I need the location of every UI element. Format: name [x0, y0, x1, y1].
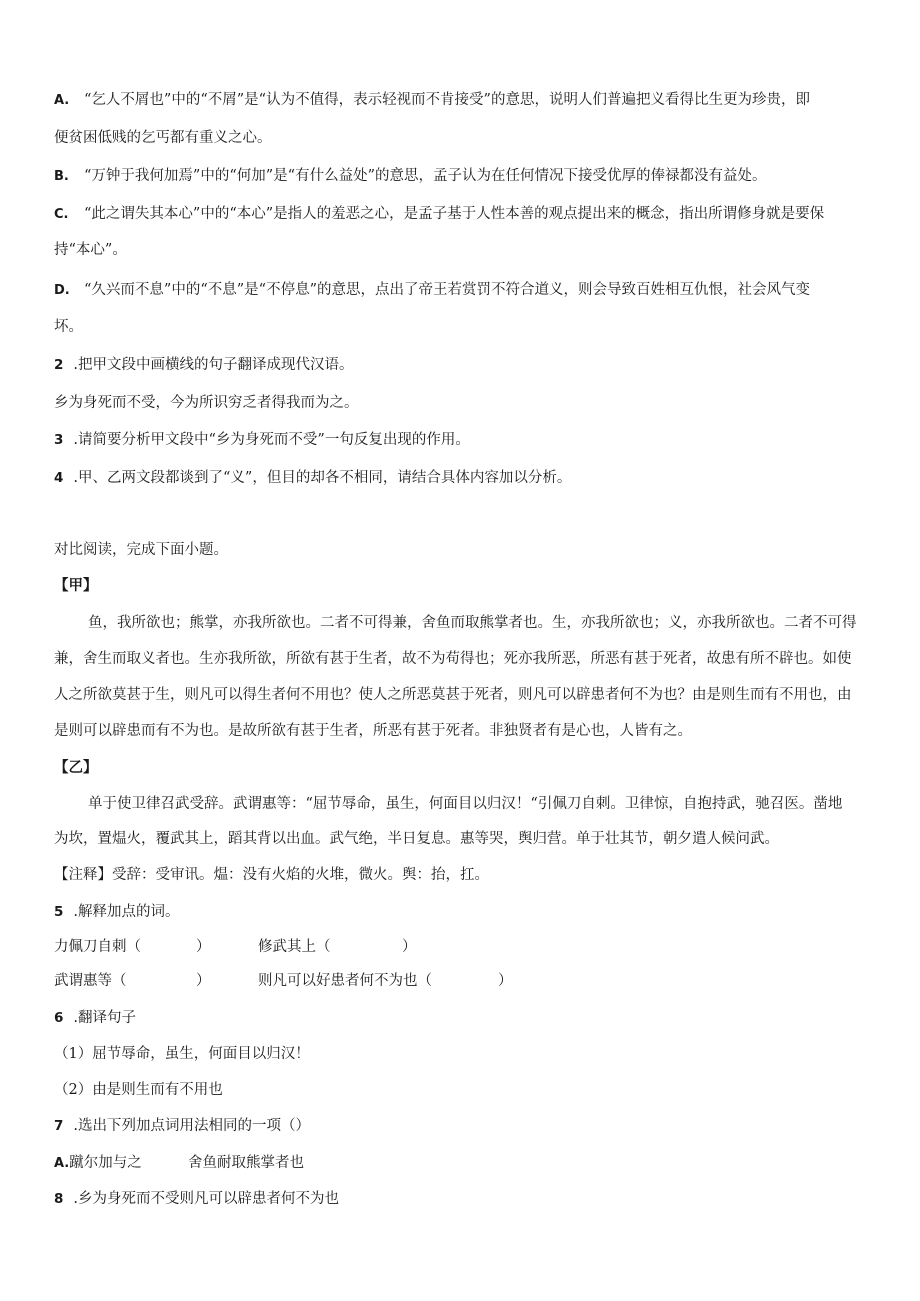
option-c-label: C.	[54, 207, 69, 222]
option-a-label: A.	[54, 93, 70, 108]
jia-line-4: 是则可以辟患而有不为也。是故所欲有甚于生者，所恶有甚于死者。非独贤者有是心也，人皆有之。	[54, 723, 692, 739]
yi-line-2: 为坎，置煴火，覆武其上，蹈其背以出血。武气绝，半日复息。惠等哭，舆归营。单于壮其节，朝夕遣人候问武。	[54, 831, 779, 847]
option-d-text1: “久兴而不息”中的“不息”是“不停息”的意思，点出了帝王若赏罚不符合道义，则会导致百姓相互仇恨，社会风气变	[84, 282, 810, 298]
question-4-number: 4	[54, 470, 64, 486]
option-b-text1: “万钟于我何加焉”中的“何加”是“有什么益处”的意思，孟子认为在任何情况下接受优厚的俸禄都没有益处。	[84, 168, 767, 184]
question-6-number: 6	[54, 1010, 64, 1026]
option-a-line1	[54, 90, 810, 111]
question-2-sentence: 乡为身死而不受，今为所识穷乏者得我而为之。	[54, 395, 359, 411]
q7-option-a	[54, 1153, 142, 1174]
q5-item-3-close: ）	[196, 973, 211, 989]
question-7	[54, 1116, 310, 1136]
annotation-note: 【注释】受辞：受审讯。煴：没有火焰的火堆，微火。舆：抬，扛。	[54, 867, 489, 883]
q5-item-1-close: ）	[196, 939, 211, 955]
q7-option-a-second: 舍鱼耐取熊掌者也	[188, 1155, 304, 1171]
option-b-label: B.	[54, 169, 69, 184]
q5-item-4-close: ）	[498, 973, 513, 989]
q5-item-3: 武谓惠等（	[54, 973, 127, 989]
question-4-text: .甲、乙两文段都谈到了“义”，但目的却各不相同，请结合具体内容加以分析。	[73, 470, 572, 486]
q7-option-a-label: A.	[54, 1156, 70, 1171]
question-8-number: 8	[54, 1191, 64, 1207]
q5-item-4: 则凡可以好患者何不为也（	[258, 973, 432, 989]
option-c-line2: 持“本心”。	[54, 242, 127, 258]
question-8	[54, 1189, 339, 1209]
question-3-number: 3	[54, 432, 64, 448]
option-a-line2: 便贫困低贱的乞丐都有重义之心。	[54, 130, 272, 146]
jia-line-2: 兼，舍生而取义者也。生亦我所欲，所欲有甚于生者，故不为苟得也；死亦我所恶，所恶有甚于死者，故患有所不辟也。如使	[54, 651, 852, 667]
q5-item-2: 修武其上（	[258, 939, 331, 955]
question-7-text: .选出下列加点词用法相同的一项（）	[73, 1118, 311, 1134]
option-c-text1: “此之谓失其本心”中的“本心”是指人的羞恶之心，是孟子基于人性本善的观点提出来的概念，指出所谓修身就是要保	[84, 206, 825, 222]
question-5-number: 5	[54, 904, 64, 920]
q6-item-2: （2）由是则生而有不用也	[54, 1082, 223, 1098]
yi-line-1: 单于使卫律召武受辞。武谓惠等：“屈节辱命，虽生，何面目以归汉！“引佩刀自刺。卫律惊，自抱持武，驰召医。凿地	[88, 796, 843, 812]
option-b-line1	[54, 166, 766, 187]
question-8-text: .乡为身死而不受则凡可以辟患者何不为也	[73, 1191, 340, 1207]
section-intro: 对比阅读，完成下面小题。	[54, 542, 228, 558]
question-2	[54, 355, 354, 375]
question-6	[54, 1008, 136, 1028]
option-d-label: D.	[54, 283, 70, 298]
question-2-number: 2	[54, 357, 64, 373]
question-7-number: 7	[54, 1118, 64, 1134]
question-4	[54, 468, 571, 488]
q7-option-a-first: 蹴尔加与之	[69, 1155, 142, 1171]
question-6-text: .翻译句子	[73, 1010, 137, 1026]
question-5-text: .解释加点的词。	[73, 904, 180, 920]
yi-label: 【乙】	[54, 760, 98, 776]
option-c-line1	[54, 204, 824, 225]
option-a-text1: “乞人不屑也”中的“不屑”是“认为不值得，表示轻视而不肯接受”的意思，说明人们普遍把义看得比生更为珍贵，即	[84, 92, 810, 108]
question-2-text: .把甲文段中画横线的句子翻译成现代汉语。	[73, 357, 354, 373]
option-d-line2: 坏。	[54, 319, 83, 335]
option-d-line1	[54, 280, 810, 301]
jia-label: 【甲】	[54, 578, 98, 594]
q6-item-1: （1）屈节辱命，虽生，何面目以归汉！	[54, 1046, 310, 1062]
jia-line-1: 鱼，我所欲也；熊掌，亦我所欲也。二者不可得兼，舍鱼而取熊掌者也。生，亦我所欲也；义，亦我所欲也。二者不可得	[88, 615, 857, 631]
question-5	[54, 902, 180, 922]
q5-item-1: 力佩刀自刺（	[54, 939, 141, 955]
jia-line-3: 人之所欲莫甚于生，则凡可以得生者何不用也？使人之所恶莫甚于死者，则凡可以辟患者何不为也？由是则生而有不用也，由	[54, 687, 852, 703]
q5-item-2-close: ）	[402, 939, 417, 955]
question-3	[54, 430, 470, 450]
question-3-text: .请简要分析甲文段中“乡为身死而不受”一句反复出现的作用。	[73, 432, 470, 448]
